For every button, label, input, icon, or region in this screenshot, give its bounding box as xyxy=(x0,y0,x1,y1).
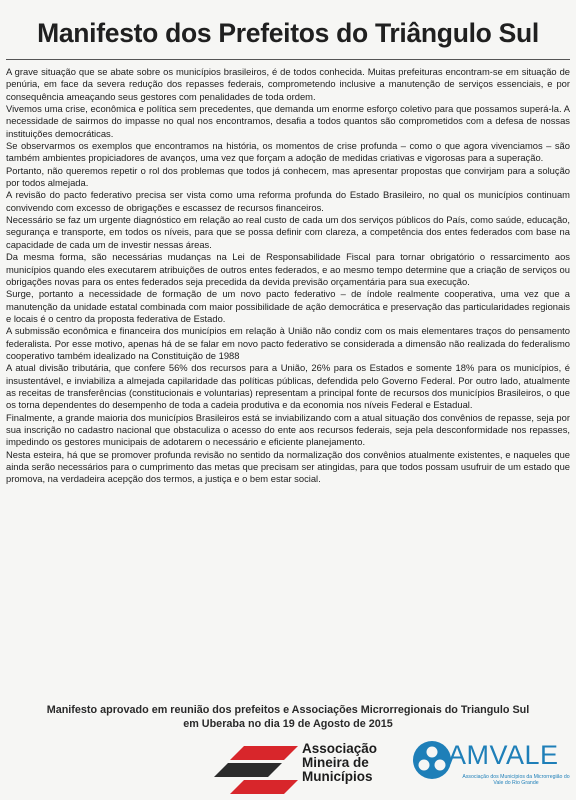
paragraph-6: Necessário se faz um urgente diagnóstico em relação ao real custo de cada um dos serviços públicos do País, como saúde, educação, segurança e transporte, em todos os níveis, para que se possa definir com clareza, a competência dos entes federados com base na capacidade de cada um de investir nessas áreas. xyxy=(6,214,570,250)
amm-emblem-icon xyxy=(214,746,298,794)
paragraph-10: A atual divisão tributária, que confere 56% dos recursos para a União, 26% para os Estados e somente 18% para os municípios, é insustentável, e inviabiliza a almejada capilaridade das políticas públicas, defendida pelo Governo Federal. Por outro lado, atualmente as receitas de transferências (constitucionais e voluntarias) representam a principal fonte de recursos dos municípios Brasileiros, o que os torna dependentes do desempenho de toda a cadeia produtiva e da economia nos níveis Federal e Estadual. xyxy=(6,362,570,411)
approval-line-2: em Uberaba no dia 19 de Agosto de 2015 xyxy=(183,717,393,730)
approval-line-1: Manifesto aprovado em reunião dos prefeitos e Associações Microrregionais do Triangulo Sul xyxy=(46,704,530,716)
approval-note xyxy=(0,704,576,731)
title-divider xyxy=(6,59,570,60)
paragraph-11: Finalmente, a grande maioria dos municípios Brasileiros está se inviabilizando com a atual situação dos convênios de repasse, seja por sua inscrição no cadastro nacional que obstaculiza o acesso do ente aos recursos federais, seja pela desconformidade nos repasses, impedindo os gestores municipais de adotarem o necessário e eficiente planejamento. xyxy=(6,411,570,448)
paragraph-12: Nesta esteira, há que se promover profunda revisão no sentido da normalização dos convênios atualmente existentes, e naqueles que ainda serão necessários para o cumprimento das metas que precisam ser atingidas, para que todos possam usufruir de um estado que promova, na verdadeira acepção dos termos, a justiça e o bem estar social. xyxy=(6,448,570,485)
paragraph-9: A submissão econômica e financeira dos municípios em relação à União não condiz com os mais elementares traços do pensamento federalista. Por esse motivo, apenas há de se falar em novo pacto federativo se considerada a dimensão não realizada do federalismo cooperativo também idealizado na Constituição de 1988 xyxy=(6,325,570,361)
paragraph-5: A revisão do pacto federativo precisa ser vista como uma reforma profunda do Estado Brasileiro, no qual os municípios continuam convivendo com excesso de obrigações e escassez de recursos financeiros. xyxy=(6,189,570,213)
amvale-subtitle: Associação dos Municípios da Microrregião do Vale do Rio Grande xyxy=(462,774,570,786)
amm-logo xyxy=(214,740,389,798)
paragraph-1: A grave situação que se abate sobre os municípios brasileiros, é de todos conhecida. Muitas prefeituras encontram-se em situação de penúria, em face da severa redução dos repasses federais, comprometendo inclusive a manutenção de serviços essenciais, e por consequência ameaçando seus gestores com penalidades de toda ordem. xyxy=(6,66,570,102)
paragraph-2: Vivemos uma crise, econômica e política sem precedentes, que demanda um enorme esforço coletivo para que possamos superá-la. A necessidade de sairmos do impasse no qual nos encontramos, desafia a todos quantos são comprometidos com a defesa de nossas instituições democráticas. xyxy=(6,103,570,139)
document-body xyxy=(6,66,570,486)
amm-name-line-1: Associação xyxy=(302,741,378,756)
amvale-name: AMVALE xyxy=(448,740,559,770)
paragraph-8: Surge, portanto a necessidade de formação de um novo pacto federativo – de índole realmente cooperativa, uma vez que a manutenção da unidade estatal combinada com maior possibilidade de ação democrática e preservação das particularidades regionais e locais é o centro da proposta federativa de Estado. xyxy=(6,288,570,324)
paragraph-3: Se observarmos os exemplos que encontramos na história, os momentos de crise profunda – como o que agora vivenciamos – são também ambientes propiciadores de avanços, uma vez que forçam a adoção de medidas criativas e vigorosas para a superação. xyxy=(6,140,570,164)
paragraph-7: Da mesma forma, são necessárias mudanças na Lei de Responsabilidade Fiscal para tornar obrigatório o ressarcimento aos municípios quando eles executarem atribuições de outros entes federados, e ao mesmo tempo determine que a criação de serviços ou obrigações novas para os entes federados seja precedida da devida previsão orçamentária para sua execução. xyxy=(6,251,570,287)
document-title: Manifesto dos Prefeitos do Triângulo Sul xyxy=(37,18,539,48)
amvale-logo xyxy=(406,736,572,796)
amm-name xyxy=(302,742,377,784)
amm-name-line-2: Mineira de xyxy=(302,755,369,770)
paragraph-4: Portanto, não queremos repetir o rol dos problemas que todos já conhecem, mas apresentar propostas que convirjam para a solução por todos almejada. xyxy=(6,164,570,189)
amm-name-line-3: Municípios xyxy=(302,769,373,784)
